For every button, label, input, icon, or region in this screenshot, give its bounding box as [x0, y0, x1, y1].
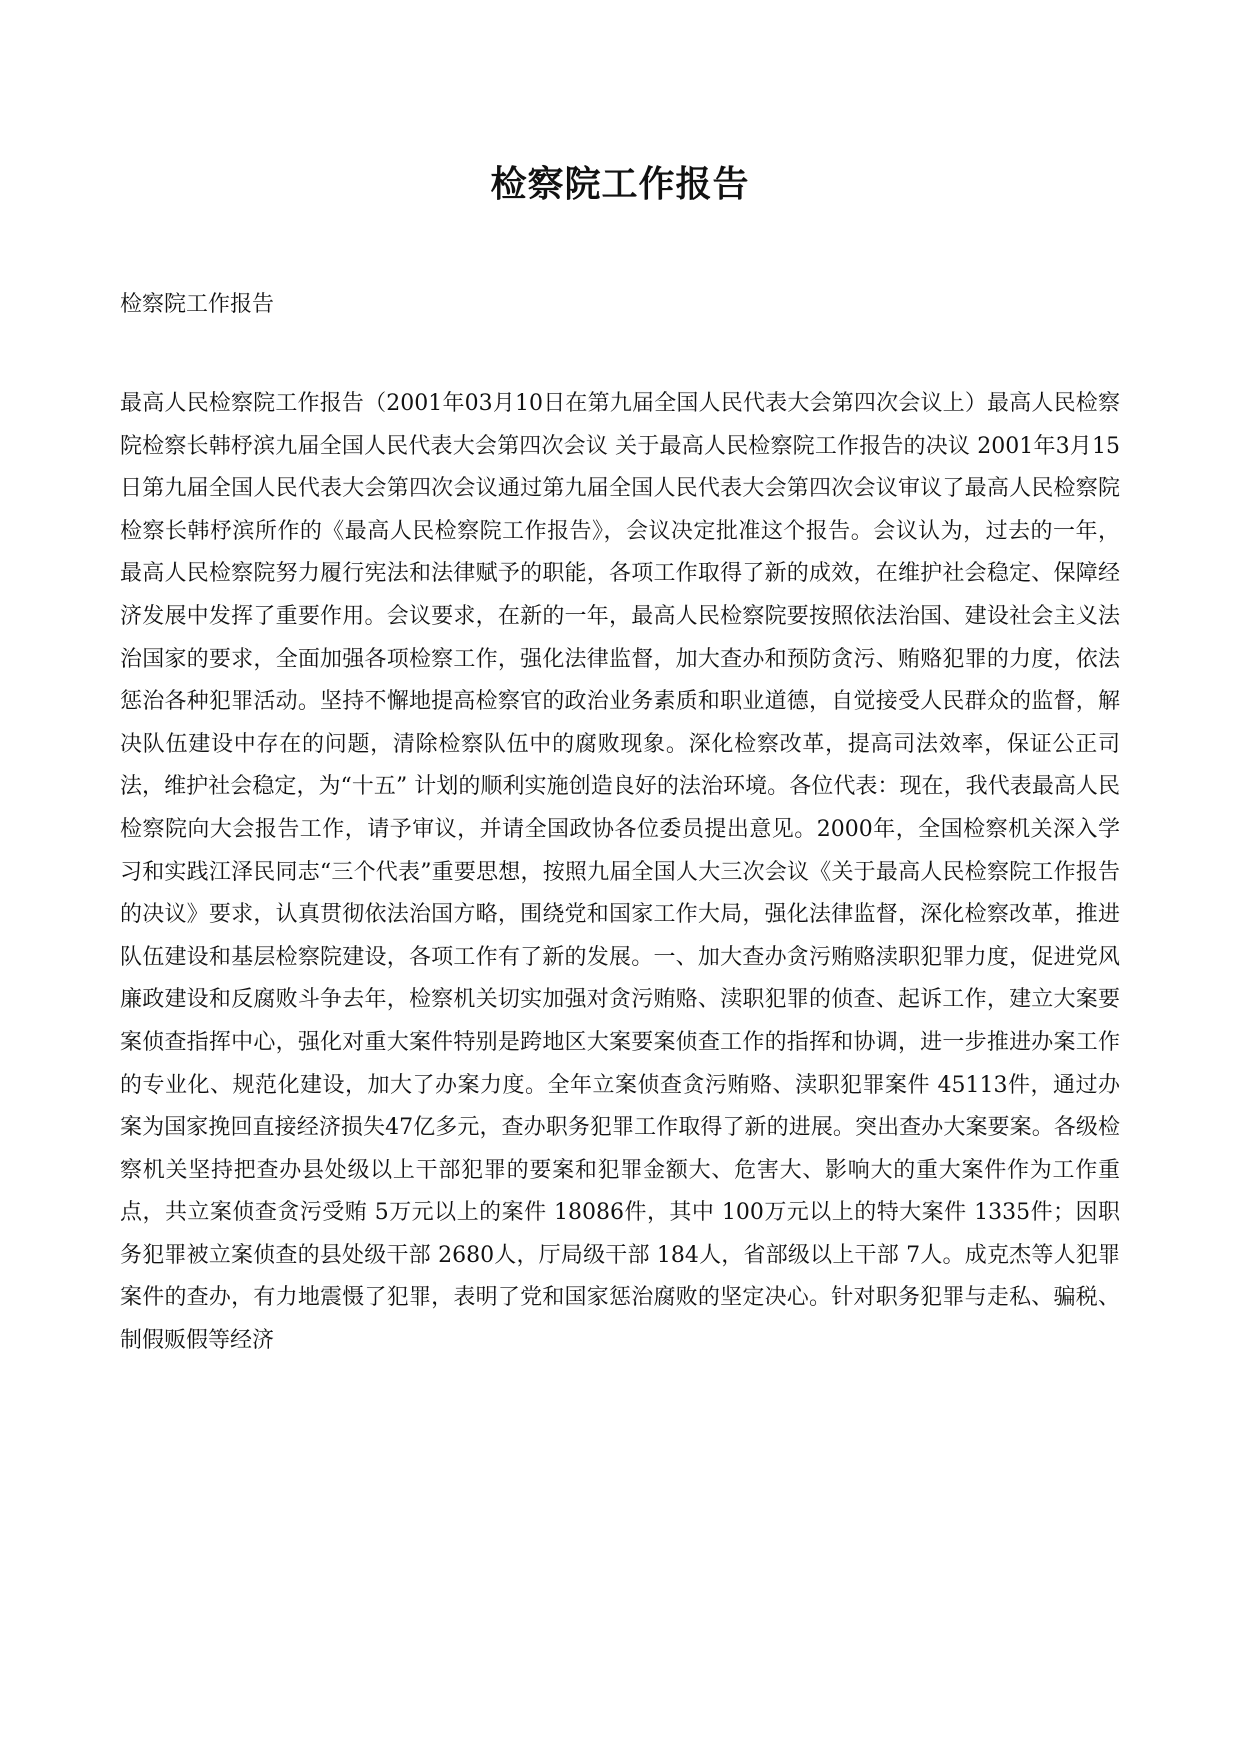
document-body-paragraph: 最高人民检察院工作报告（2001年03月10日在第九届全国人民代表大会第四次会议上）最高人民检察院检察长韩杼滨九届全国人民代表大会第四次会议 关于最高人民检察院工作报告的决议 2001年3月15日第九届全国人民代表大会第四次会议通过第九届全国人民代表大会第四次会议审议了最高人民检察院检察长韩杼滨所作的《最高人民检察院工作报告》，会议决定批准这个报告。会议认为，过去的一年，最高人民检察院努力履行宪法和法律赋予的职能，各项工作取得了新的成效，在维护社会稳定、保障经济发展中发挥了重要作用。会议要求，在新的一年，最高人民检察院要按照依法治国、建设社会主义法治国家的要求，全面加强各项检察工作，强化法律监督，加大查办和预防贪污、贿赂犯罪的力度，依法惩治各种犯罪活动。坚持不懈地提高检察官的政治业务素质和职业道德，自觉接受人民群众的监督，解决队伍建设中存在的问题，清除检察队伍中的腐败现象。深化检察改革，提高司法效率，保证公正司法，维护社会稳定，为“十五” 计划的顺利实施创造良好的法治环境。各位代表：现在，我代表最高人民检察院向大会报告工作，请予审议，并请全国政协各位委员提出意见。2000年，全国检察机关深入学习和实践江泽民同志“三个代表”重要思想，按照九届全国人大三次会议《关于最高人民检察院工作报告的决议》要求，认真贯彻依法治国方略，围绕党和国家工作大局，强化法律监督，深化检察改革，推进队伍建设和基层检察院建设，各项工作有了新的发展。一、加大查办贪污贿赂渎职犯罪力度，促进党风廉政建设和反腐败斗争去年，检察机关切实加强对贪污贿赂、渎职犯罪的侦查、起诉工作，建立大案要案侦查指挥中心，强化对重大案件特别是跨地区大案要案侦查工作的指挥和协调，进一步推进办案工作的专业化、规范化建设，加大了办案力度。全年立案侦查贪污贿赂、渎职犯罪案件 45113件，通过办案为国家挽回直接经济损失47亿多元，查办职务犯罪工作取得了新的进展。突出查办大案要案。各级检察机关坚持把查办县处级以上干部犯罪的要案和犯罪金额大、危害大、影响大的重大案件作为工作重点，共立案侦查贪污受贿 5万元以上的案件 18086件，其中 100万元以上的特大案件 1335件；因职务犯罪被立案侦查的县处级干部 2680人，厅局级干部 184人，省部级以上干部 7人。成克杰等人犯罪案件的查办，有力地震慑了犯罪，表明了党和国家惩治腐败的坚定决心。针对职务犯罪与走私、骗税、制假贩假等经济: [120, 391, 1120, 1354]
document-subtitle: 检察院工作报告: [120, 292, 275, 317]
document-title: 检察院工作报告: [490, 163, 750, 205]
